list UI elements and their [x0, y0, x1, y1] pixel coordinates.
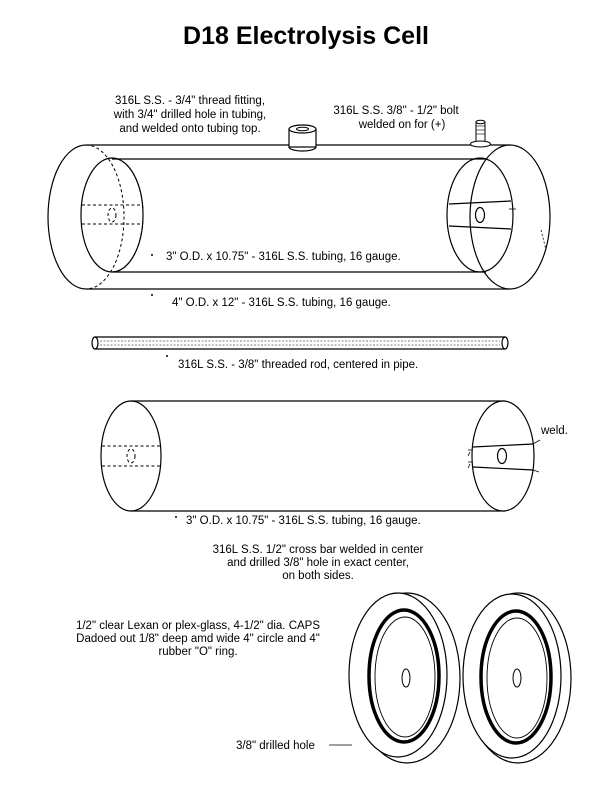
- fitting-label-line-1: 316L S.S. - 3/4" thread fitting,: [114, 95, 266, 107]
- thread-fitting: [289, 125, 316, 151]
- rod-label: 316L S.S. - 3/8" threaded rod, centered in pipe.: [178, 359, 419, 371]
- fitting-label-line-3: and welded onto tubing top.: [119, 123, 261, 135]
- drilled-hole-label: 3/8" drilled hole: [236, 740, 315, 752]
- inner-tube-label: 3" O.D. x 10.75" - 316L S.S. tubing, 16 gauge.: [166, 251, 401, 263]
- cross-bar-label-line-1: 316L S.S. 1/2" cross bar welded in center: [212, 544, 424, 556]
- bolt-label-line-2: welded on for (+): [358, 119, 446, 131]
- lexan-cap-left: [349, 593, 460, 763]
- threaded-rod: [92, 337, 508, 357]
- weld-label: weld.: [541, 425, 568, 437]
- outer-tube-left-end-hidden: [86, 145, 124, 289]
- caps-label-line-3: rubber "O" ring.: [158, 646, 238, 658]
- caps-label-line-2: Dadoed out 1/8" deep amd wide 4" circle and 4": [76, 633, 320, 645]
- inner-tube-assembly: [101, 401, 540, 518]
- lexan-cap-right: [463, 593, 571, 763]
- outer-tube-right-end: [470, 145, 550, 289]
- outer-tube-assembly: [48, 120, 550, 296]
- left-cross-bar-hole: [108, 208, 116, 222]
- cross-bar-label-line-3: on both sides.: [282, 570, 354, 582]
- cross-bar-label-line-2: and drilled 3/8" hole in exact center,: [227, 557, 409, 569]
- inner-tube-2-label: 3" O.D. x 10.75" - 316L S.S. tubing, 16 gauge.: [186, 515, 421, 527]
- outer-tube-label: 4" O.D. x 12" - 316L S.S. tubing, 16 gauge.: [172, 297, 391, 309]
- outer-tube-left-end: [48, 145, 86, 289]
- bolt-label-line-1: 316L S.S. 3/8" - 1/2" bolt: [333, 105, 459, 117]
- bolt: [471, 120, 491, 147]
- diagram-title: D18 Electrolysis Cell: [183, 22, 429, 50]
- fitting-label-line-2: with 3/4" drilled hole in tubing,: [113, 109, 267, 121]
- caps-label-line-1: 1/2" clear Lexan or plex-glass, 4-1/2" dia. CAPS: [75, 620, 321, 632]
